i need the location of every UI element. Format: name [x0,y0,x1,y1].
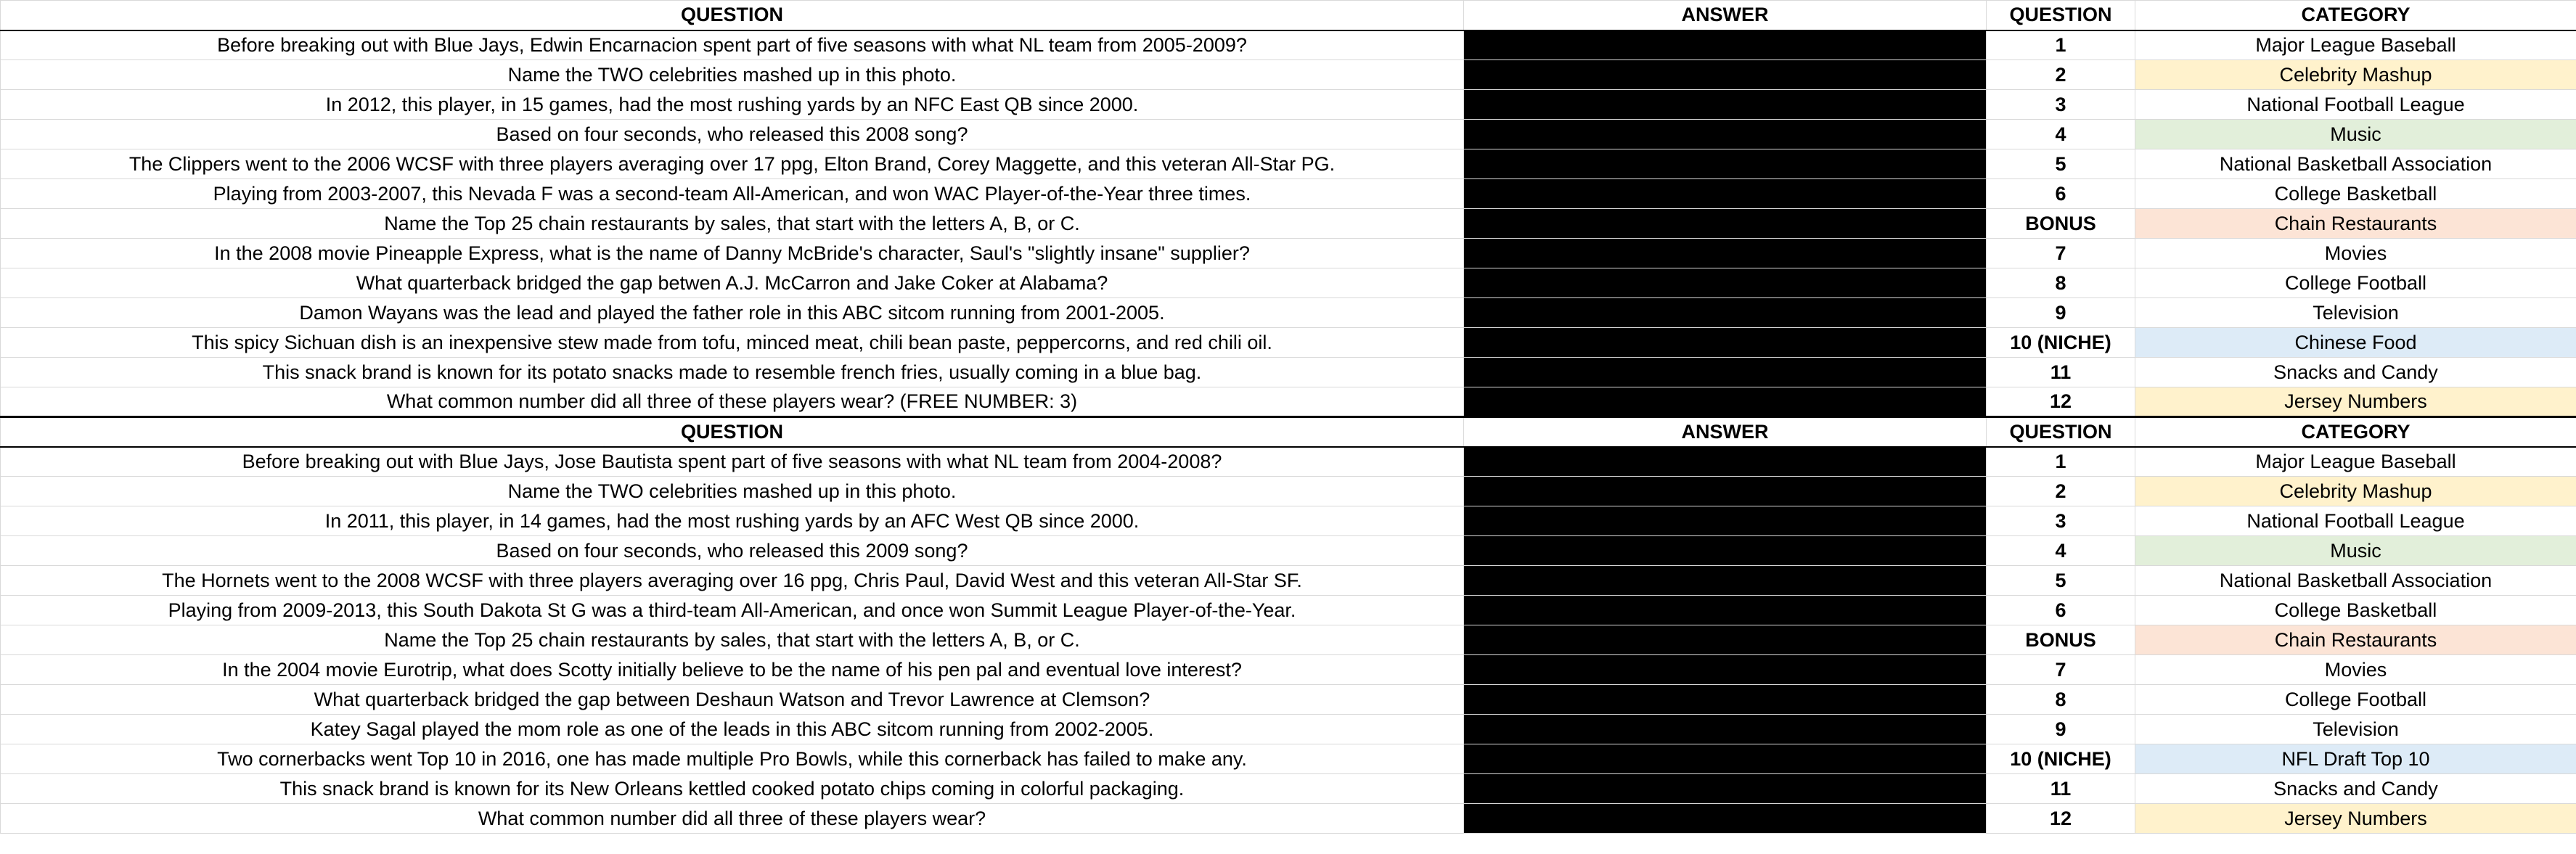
answer-cell-hidden[interactable] [1464,536,1987,566]
answer-cell-hidden[interactable] [1464,268,1987,298]
category-cell[interactable]: Chain Restaurants [2135,209,2576,239]
question-cell[interactable]: Two cornerbacks went Top 10 in 2016, one has made multiple Pro Bowls, while this cornerback has failed to make any. [1,744,1464,774]
category-cell[interactable]: Movies [2135,655,2576,685]
category-cell[interactable]: Television [2135,298,2576,328]
question-set [1,417,2576,834]
header-row [1,1,2576,30]
question-number-cell[interactable]: 5 [1987,149,2135,179]
answer-cell-hidden[interactable] [1464,90,1987,120]
category-column-header[interactable]: CATEGORY [2135,417,2576,447]
category-cell[interactable]: Television [2135,715,2576,744]
question-cell[interactable]: The Clippers went to the 2006 WCSF with three players averaging over 17 ppg, Elton Brand, Corey Maggette, and this veteran All-Star PG. [1,149,1464,179]
question-row [1,477,2576,506]
question-row [1,536,2576,566]
question-number-cell[interactable]: 1 [1987,30,2135,60]
question-cell[interactable]: In 2011, this player, in 14 games, had the most rushing yards by an AFC West QB since 2000. [1,506,1464,536]
answer-cell-hidden[interactable] [1464,239,1987,268]
question-row [1,387,2576,417]
question-row [1,358,2576,387]
question-cell[interactable]: This snack brand is known for its potato snacks made to resemble french fries, usually coming in a blue bag. [1,358,1464,387]
question-row [1,90,2576,120]
answer-cell-hidden[interactable] [1464,506,1987,536]
category-cell[interactable]: National Basketball Association [2135,566,2576,596]
question-cell[interactable]: This spicy Sichuan dish is an inexpensive stew made from tofu, minced meat, chili bean paste, peppercorns, and red chili oil. [1,328,1464,358]
question-row [1,655,2576,685]
category-cell[interactable]: Music [2135,120,2576,149]
question-cell[interactable]: Before breaking out with Blue Jays, Edwin Encarnacion spent part of five seasons with what NL team from 2005-2009? [1,30,1464,60]
question-number-cell[interactable]: 6 [1987,179,2135,209]
answer-column-header[interactable]: ANSWER [1464,1,1987,30]
question-number-cell[interactable]: BONUS [1987,625,2135,655]
question-number-cell[interactable]: 4 [1987,120,2135,149]
question-row [1,447,2576,477]
question-number-cell[interactable]: 7 [1987,655,2135,685]
question-number-cell[interactable]: 2 [1987,60,2135,90]
question-row [1,239,2576,268]
category-cell[interactable]: College Football [2135,268,2576,298]
category-cell[interactable]: College Basketball [2135,596,2576,625]
question-row [1,30,2576,60]
question-row [1,596,2576,625]
question-row [1,685,2576,715]
question-cell[interactable]: In the 2008 movie Pineapple Express, what is the name of Danny McBride's character, Saul's "slightly insane" supplier? [1,239,1464,268]
answer-cell-hidden[interactable] [1464,328,1987,358]
answer-cell-hidden[interactable] [1464,477,1987,506]
question-cell[interactable]: Playing from 2009-2013, this South Dakota St G was a third-team All-American, and once won Summit League Player-of-the-Year. [1,596,1464,625]
answer-cell-hidden[interactable] [1464,30,1987,60]
category-cell[interactable]: National Football League [2135,506,2576,536]
question-cell[interactable]: Name the Top 25 chain restaurants by sales, that start with the letters A, B, or C. [1,209,1464,239]
question-number-column-header[interactable]: QUESTION [1987,1,2135,30]
question-row [1,179,2576,209]
answer-cell-hidden[interactable] [1464,120,1987,149]
question-row [1,298,2576,328]
question-number-cell[interactable]: 10 (NICHE) [1987,744,2135,774]
question-row [1,506,2576,536]
category-cell[interactable]: Chinese Food [2135,328,2576,358]
question-number-cell[interactable]: 7 [1987,239,2135,268]
question-cell[interactable]: Name the TWO celebrities mashed up in this photo. [1,60,1464,90]
question-cell[interactable]: Damon Wayans was the lead and played the father role in this ABC sitcom running from 2001-2005. [1,298,1464,328]
question-cell[interactable]: What common number did all three of these players wear? (FREE NUMBER: 3) [1,387,1464,417]
question-cell[interactable]: What common number did all three of these players wear? [1,804,1464,834]
question-row [1,804,2576,834]
category-cell[interactable]: Chain Restaurants [2135,625,2576,655]
category-cell[interactable]: NFL Draft Top 10 [2135,744,2576,774]
question-cell[interactable]: Name the Top 25 chain restaurants by sales, that start with the letters A, B, or C. [1,625,1464,655]
answer-cell-hidden[interactable] [1464,744,1987,774]
category-cell[interactable]: Snacks and Candy [2135,358,2576,387]
question-number-cell[interactable]: 10 (NICHE) [1987,328,2135,358]
question-set [1,1,2576,417]
category-cell[interactable]: National Basketball Association [2135,149,2576,179]
question-cell[interactable]: In 2012, this player, in 15 games, had the most rushing yards by an NFC East QB since 2000. [1,90,1464,120]
question-number-cell[interactable]: 8 [1987,685,2135,715]
answer-column-header[interactable]: ANSWER [1464,417,1987,447]
category-cell[interactable]: Major League Baseball [2135,30,2576,60]
question-number-cell[interactable]: 4 [1987,536,2135,566]
question-cell[interactable]: In the 2004 movie Eurotrip, what does Scotty initially believe to be the name of his pen pal and eventual love interest? [1,655,1464,685]
question-column-header[interactable]: QUESTION [1,417,1464,447]
category-cell[interactable]: Movies [2135,239,2576,268]
question-row [1,715,2576,744]
category-cell[interactable]: Major League Baseball [2135,447,2576,477]
question-cell[interactable]: Based on four seconds, who released this 2008 song? [1,120,1464,149]
question-number-cell[interactable]: 12 [1987,387,2135,417]
question-cell[interactable]: What quarterback bridged the gap between Deshaun Watson and Trevor Lawrence at Clemson? [1,685,1464,715]
question-number-cell[interactable]: 11 [1987,774,2135,804]
category-cell[interactable]: National Football League [2135,90,2576,120]
question-cell[interactable]: What quarterback bridged the gap betwen A.J. McCarron and Jake Coker at Alabama? [1,268,1464,298]
question-cell[interactable]: The Hornets went to the 2008 WCSF with three players averaging over 16 ppg, Chris Paul, David West and this veteran All-Star SF. [1,566,1464,596]
question-number-cell[interactable]: 6 [1987,596,2135,625]
question-cell[interactable]: Based on four seconds, who released this 2009 song? [1,536,1464,566]
answer-cell-hidden[interactable] [1464,804,1987,834]
question-row [1,60,2576,90]
question-cell[interactable]: Name the TWO celebrities mashed up in this photo. [1,477,1464,506]
question-row [1,566,2576,596]
question-row [1,625,2576,655]
question-number-column-header[interactable]: QUESTION [1987,417,2135,447]
question-number-cell[interactable]: 8 [1987,268,2135,298]
category-cell[interactable]: College Football [2135,685,2576,715]
answer-cell-hidden[interactable] [1464,149,1987,179]
answer-cell-hidden[interactable] [1464,209,1987,239]
answer-cell-hidden[interactable] [1464,596,1987,625]
category-cell[interactable]: Jersey Numbers [2135,387,2576,417]
header-row [1,417,2576,447]
question-number-cell[interactable]: 9 [1987,715,2135,744]
question-number-cell[interactable]: 12 [1987,804,2135,834]
answer-cell-hidden[interactable] [1464,298,1987,328]
question-cell[interactable]: Playing from 2003-2007, this Nevada F was a second-team All-American, and won WAC Player-of-the-Year three times. [1,179,1464,209]
question-row [1,268,2576,298]
category-cell[interactable]: College Basketball [2135,179,2576,209]
answer-cell-hidden[interactable] [1464,715,1987,744]
answer-cell-hidden[interactable] [1464,625,1987,655]
category-cell[interactable]: Snacks and Candy [2135,774,2576,804]
question-row [1,328,2576,358]
question-number-cell[interactable]: 2 [1987,477,2135,506]
answer-cell-hidden[interactable] [1464,685,1987,715]
category-cell[interactable]: Celebrity Mashup [2135,60,2576,90]
answer-cell-hidden[interactable] [1464,358,1987,387]
question-row [1,744,2576,774]
answer-cell-hidden[interactable] [1464,774,1987,804]
category-cell[interactable]: Jersey Numbers [2135,804,2576,834]
category-cell[interactable]: Music [2135,536,2576,566]
answer-cell-hidden[interactable] [1464,387,1987,417]
question-row [1,774,2576,804]
question-column-header[interactable]: QUESTION [1,1,1464,30]
question-cell[interactable]: This snack brand is known for its New Orleans kettled cooked potato chips coming in colorful packaging. [1,774,1464,804]
question-number-cell[interactable]: 5 [1987,566,2135,596]
question-row [1,120,2576,149]
question-row [1,209,2576,239]
question-number-cell[interactable]: 11 [1987,358,2135,387]
question-number-cell[interactable]: 3 [1987,506,2135,536]
question-number-cell[interactable]: 1 [1987,447,2135,477]
answer-cell-hidden[interactable] [1464,566,1987,596]
answer-cell-hidden[interactable] [1464,447,1987,477]
question-number-cell[interactable]: 3 [1987,90,2135,120]
question-number-cell[interactable]: 9 [1987,298,2135,328]
question-cell[interactable]: Before breaking out with Blue Jays, Jose Bautista spent part of five seasons with what NL team from 2004-2008? [1,447,1464,477]
question-number-cell[interactable]: BONUS [1987,209,2135,239]
answer-cell-hidden[interactable] [1464,60,1987,90]
answer-cell-hidden[interactable] [1464,655,1987,685]
category-column-header[interactable]: CATEGORY [2135,1,2576,30]
question-cell[interactable]: Katey Sagal played the mom role as one of the leads in this ABC sitcom running from 2002-2005. [1,715,1464,744]
answer-cell-hidden[interactable] [1464,179,1987,209]
category-cell[interactable]: Celebrity Mashup [2135,477,2576,506]
question-row [1,149,2576,179]
